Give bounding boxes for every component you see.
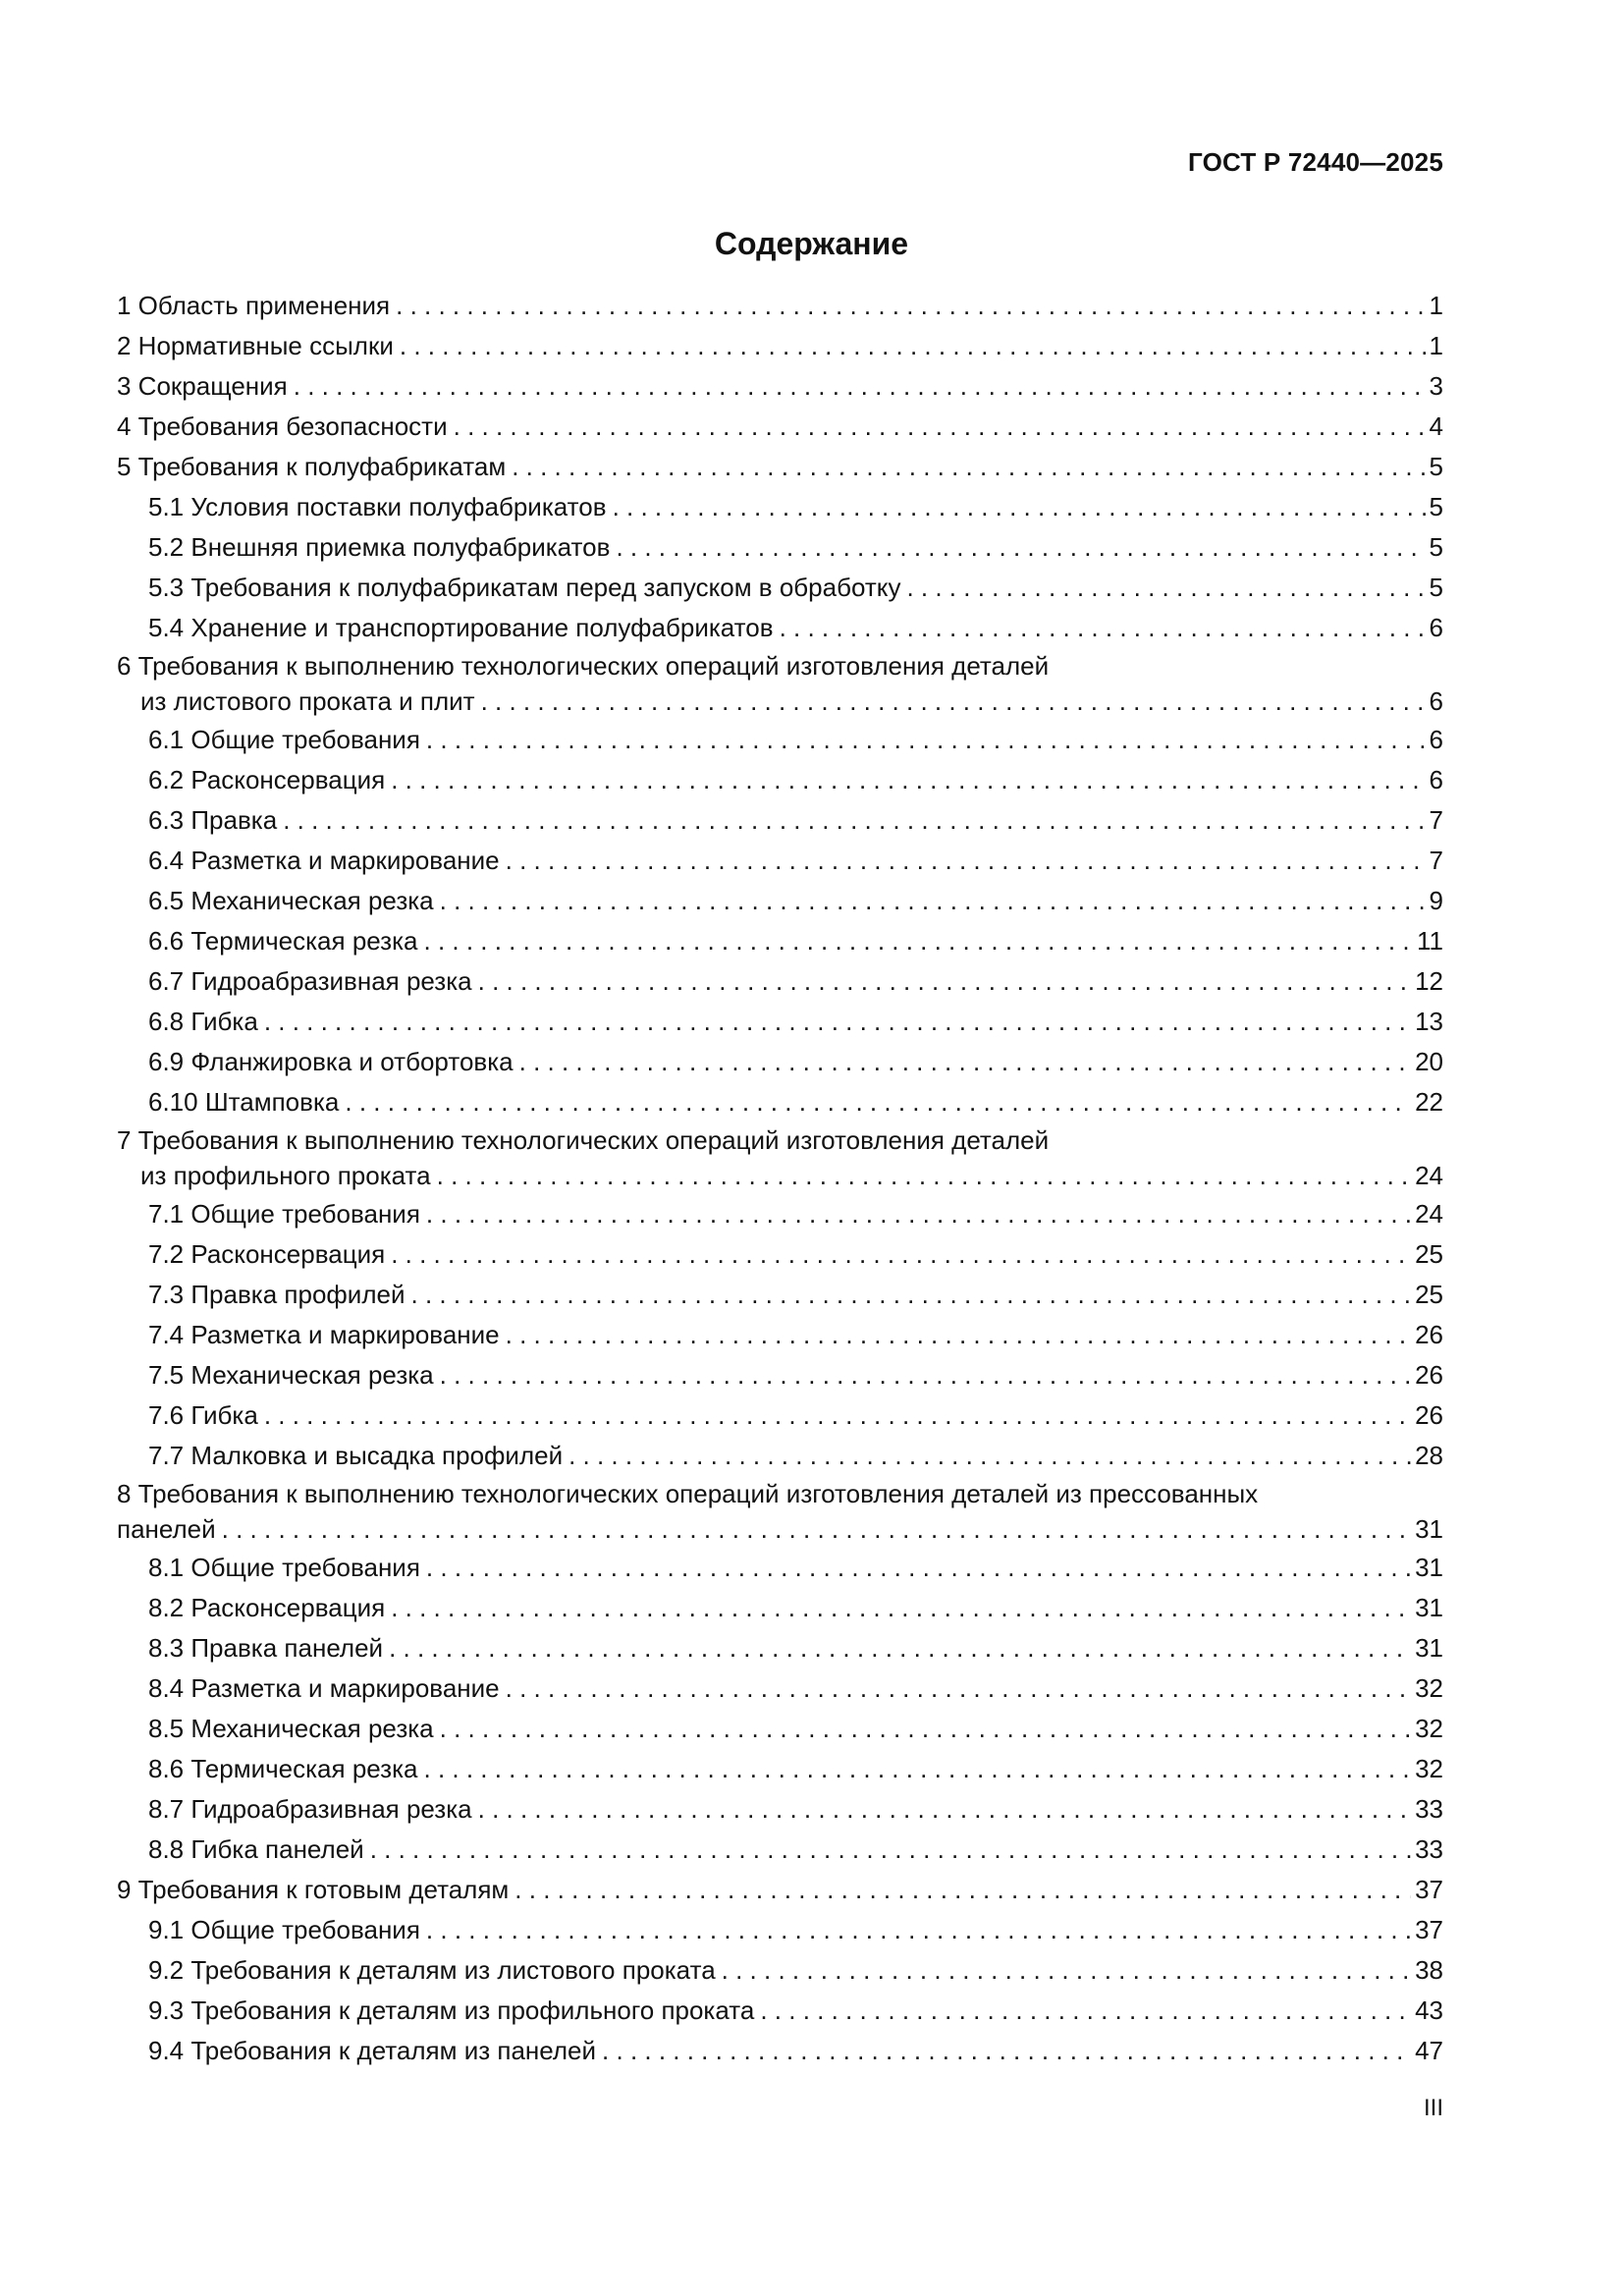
dot-leader: [396, 286, 1425, 326]
toc-entry-multiline[interactable]: [117, 1476, 1443, 1548]
toc-entry-label: 7 Требования к выполнению технологических операций изготовления деталей: [117, 1125, 1050, 1155]
toc-entry[interactable]: [117, 1355, 1443, 1395]
toc-entry-page: 11: [1417, 926, 1443, 956]
toc-entry-label: 8.5 Механическая резка: [148, 1714, 434, 1743]
toc-entry[interactable]: [117, 1275, 1443, 1315]
dot-leader: [760, 1991, 1411, 2031]
toc-entry-page: 24: [1415, 1161, 1443, 1190]
dot-leader: [506, 1315, 1411, 1355]
toc-entry[interactable]: [117, 407, 1443, 447]
toc-entry-label: 7.4 Разметка и маркирование: [148, 1320, 500, 1349]
toc-entry-page: 6: [1429, 686, 1443, 716]
dot-leader: [283, 800, 1425, 841]
toc-entry-label: 6.1 Общие требования: [148, 725, 420, 754]
toc-entry[interactable]: [117, 1910, 1443, 1950]
toc-entry[interactable]: [117, 720, 1443, 760]
toc-entry-page: 32: [1415, 1673, 1443, 1703]
dot-leader: [613, 487, 1426, 527]
toc-entry-label: 7.5 Механическая резка: [148, 1360, 434, 1390]
toc-entry-label: 6.7 Гидроабразивная резка: [148, 966, 472, 996]
toc-entry[interactable]: [117, 1042, 1443, 1082]
dot-leader: [391, 1588, 1411, 1628]
toc-entry-label: 9.3 Требования к деталям из профильного проката: [148, 1995, 755, 2025]
toc-entry-page: 12: [1415, 966, 1443, 996]
toc-entry[interactable]: [117, 881, 1443, 921]
toc-entry[interactable]: [117, 1395, 1443, 1436]
toc-entry-page: 3: [1429, 371, 1443, 401]
toc-entry[interactable]: [117, 1511, 1443, 1548]
toc-entry-page: 47: [1415, 2036, 1443, 2065]
dot-leader: [478, 1789, 1411, 1830]
toc-entry[interactable]: [117, 2031, 1443, 2071]
toc-entry-label: 6.8 Гибка: [148, 1007, 258, 1036]
toc-entry[interactable]: [117, 1315, 1443, 1355]
toc-entry-page: 24: [1415, 1199, 1443, 1229]
toc-entry-page: 7: [1429, 846, 1443, 875]
toc-entry-label: 8.4 Разметка и маркирование: [148, 1673, 500, 1703]
toc-entry-multiline[interactable]: [117, 1122, 1443, 1194]
toc-entry[interactable]: [117, 800, 1443, 841]
toc-entry[interactable]: [117, 921, 1443, 961]
dot-leader: [424, 921, 1414, 961]
toc-entry[interactable]: [117, 683, 1443, 720]
toc-entry[interactable]: [117, 568, 1443, 608]
dot-leader: [780, 608, 1426, 648]
toc-entry-label: 4 Требования безопасности: [117, 411, 448, 441]
toc-entry-page: 6: [1429, 613, 1443, 642]
toc-entry-label: 8.7 Гидроабразивная резка: [148, 1794, 472, 1824]
toc-entry-label: панелей: [117, 1514, 216, 1544]
toc-entry-page: 1: [1429, 291, 1443, 320]
dot-leader: [722, 1950, 1411, 1991]
toc-entry-label: 8.8 Гибка панелей: [148, 1834, 364, 1864]
toc-entry-label: 5.3 Требования к полуфабрикатам перед запуском в обработку: [148, 573, 901, 602]
toc-entry-label: 7.2 Расконсервация: [148, 1239, 386, 1269]
toc-entry-page: 20: [1415, 1047, 1443, 1076]
dot-leader: [264, 1002, 1411, 1042]
toc-entry[interactable]: [117, 1158, 1443, 1194]
toc-entry[interactable]: [117, 1194, 1443, 1234]
toc-entry-label: 8.6 Термическая резка: [148, 1754, 418, 1783]
toc-entry-page: 13: [1415, 1007, 1443, 1036]
dot-leader: [440, 881, 1426, 921]
toc-entry-page: 43: [1415, 1995, 1443, 2025]
toc-entry[interactable]: [117, 447, 1443, 487]
toc-entry-page: 26: [1415, 1400, 1443, 1430]
dot-leader: [424, 1749, 1412, 1789]
dot-leader: [478, 961, 1411, 1002]
toc-entry[interactable]: [117, 1668, 1443, 1709]
page-number: III: [1423, 2095, 1443, 2121]
toc-entry-page: 1: [1429, 331, 1443, 360]
toc-entry-label: 5 Требования к полуфабрикатам: [117, 452, 507, 481]
dot-leader: [400, 326, 1426, 366]
toc-entry-label: 5.4 Хранение и транспортирование полуфабрикатов: [148, 613, 774, 642]
toc-entry-page: 38: [1415, 1955, 1443, 1985]
dot-leader: [426, 1910, 1411, 1950]
toc-entry[interactable]: [117, 1002, 1443, 1042]
toc-entry-page: 28: [1415, 1441, 1443, 1470]
dot-leader: [519, 1042, 1411, 1082]
dot-leader: [222, 1511, 1411, 1548]
toc-title: Содержание: [714, 226, 909, 261]
toc-entry-label: 9 Требования к готовым деталям: [117, 1875, 510, 1904]
toc-entry[interactable]: [117, 1234, 1443, 1275]
toc-entry-label: 1 Область применения: [117, 291, 391, 320]
toc-entry-page: 5: [1429, 452, 1443, 481]
toc-entry[interactable]: [117, 326, 1443, 366]
dot-leader: [514, 1870, 1411, 1910]
dot-leader: [426, 1548, 1411, 1588]
dot-leader: [391, 760, 1425, 800]
toc-entry-label: 6.10 Штамповка: [148, 1087, 340, 1117]
toc-entry-label: 5.2 Внешняя приемка полуфабрикатов: [148, 532, 611, 562]
toc-entry-label: 7.7 Малковка и высадка профилей: [148, 1441, 564, 1470]
toc-entry-page: 5: [1429, 573, 1443, 602]
toc-entry-label: 6.6 Термическая резка: [148, 926, 418, 956]
dot-leader: [426, 720, 1426, 760]
dot-leader: [454, 407, 1426, 447]
toc-entry-label: 6.5 Механическая резка: [148, 886, 434, 915]
toc-entry-page: 33: [1415, 1834, 1443, 1864]
dot-leader: [506, 1668, 1411, 1709]
toc-entry-label: 8.2 Расконсервация: [148, 1593, 386, 1622]
toc-entry-label: 9.2 Требования к деталям из листового проката: [148, 1955, 716, 1985]
toc-entry[interactable]: [117, 366, 1443, 407]
toc-entry-page: 31: [1415, 1593, 1443, 1622]
dot-leader: [437, 1158, 1411, 1194]
toc-entry[interactable]: [117, 1436, 1443, 1476]
dot-leader: [616, 527, 1425, 568]
toc-entry[interactable]: [117, 1789, 1443, 1830]
toc-entry-label: 7.1 Общие требования: [148, 1199, 420, 1229]
toc-entry-page: 37: [1415, 1875, 1443, 1904]
dot-leader: [426, 1194, 1411, 1234]
toc-entry-page: 22: [1415, 1087, 1443, 1117]
toc-entry-label: 8 Требования к выполнению технологических операций изготовления деталей из прессованных: [117, 1479, 1259, 1508]
toc-entry[interactable]: [117, 487, 1443, 527]
dot-leader: [512, 447, 1425, 487]
toc-entry[interactable]: [117, 1548, 1443, 1588]
toc-entry-page: 37: [1415, 1915, 1443, 1944]
dot-leader: [370, 1830, 1411, 1870]
toc-entry[interactable]: [117, 841, 1443, 881]
toc-entry[interactable]: [117, 760, 1443, 800]
dot-leader: [440, 1355, 1411, 1395]
dot-leader: [906, 568, 1425, 608]
toc-entry-page: 7: [1429, 805, 1443, 835]
dot-leader: [506, 841, 1426, 881]
toc-entry-label: 7.6 Гибка: [148, 1400, 258, 1430]
toc-entry-label: 8.3 Правка панелей: [148, 1633, 384, 1663]
toc-entry-label: из листового проката и плит: [140, 686, 475, 716]
toc-entry-page: 25: [1415, 1239, 1443, 1269]
toc-entry-page: 26: [1415, 1320, 1443, 1349]
toc-entry-label: 6.9 Фланжировка и отбортовка: [148, 1047, 514, 1076]
toc-entry-label: 2 Нормативные ссылки: [117, 331, 394, 360]
dot-leader: [345, 1082, 1411, 1122]
toc-entry-label: 5.1 Условия поставки полуфабрикатов: [148, 492, 607, 521]
table-of-contents: [117, 286, 1443, 2071]
toc-entry-page: 5: [1429, 532, 1443, 562]
toc-entry-page: 32: [1415, 1754, 1443, 1783]
toc-entry-label: 6.2 Расконсервация: [148, 765, 386, 794]
dot-leader: [411, 1275, 1412, 1315]
toc-entry-multiline[interactable]: [117, 648, 1443, 720]
toc-entry[interactable]: [117, 286, 1443, 326]
dot-leader: [264, 1395, 1411, 1436]
toc-entry-label: 8.1 Общие требования: [148, 1553, 420, 1582]
dot-leader: [568, 1436, 1411, 1476]
toc-entry[interactable]: [117, 1991, 1443, 2031]
toc-entry-label: 3 Сокращения: [117, 371, 288, 401]
toc-entry-page: 32: [1415, 1714, 1443, 1743]
toc-entry-page: 6: [1429, 765, 1443, 794]
toc-entry-page: 26: [1415, 1360, 1443, 1390]
toc-entry[interactable]: [117, 1870, 1443, 1910]
dot-leader: [481, 683, 1426, 720]
toc-entry[interactable]: [117, 1709, 1443, 1749]
toc-entry-page: 6: [1429, 725, 1443, 754]
toc-entry-page: 31: [1415, 1633, 1443, 1663]
toc-entry-page: 4: [1429, 411, 1443, 441]
toc-entry-page: 31: [1415, 1553, 1443, 1582]
dot-leader: [602, 2031, 1411, 2071]
dot-leader: [440, 1709, 1411, 1749]
document-code: ГОСТ Р 72440—2025: [1188, 147, 1443, 177]
toc-entry-page: 33: [1415, 1794, 1443, 1824]
toc-entry-page: 5: [1429, 492, 1443, 521]
toc-entry[interactable]: [117, 1588, 1443, 1628]
toc-entry-label: 9.1 Общие требования: [148, 1915, 420, 1944]
toc-entry-label: из профильного проката: [140, 1161, 431, 1190]
toc-entry[interactable]: [117, 1628, 1443, 1668]
toc-entry[interactable]: [117, 1950, 1443, 1991]
toc-entry-label: 6.3 Правка: [148, 805, 278, 835]
toc-entry-label: 9.4 Требования к деталям из панелей: [148, 2036, 597, 2065]
toc-entry[interactable]: [117, 1082, 1443, 1122]
toc-entry-label: 6 Требования к выполнению технологических операций изготовления деталей: [117, 651, 1050, 681]
toc-entry-label: 6.4 Разметка и маркирование: [148, 846, 500, 875]
toc-entry-page: 25: [1415, 1280, 1443, 1309]
toc-entry[interactable]: [117, 1749, 1443, 1789]
toc-entry[interactable]: [117, 608, 1443, 648]
toc-entry-page: 9: [1429, 886, 1443, 915]
dot-leader: [389, 1628, 1411, 1668]
dot-leader: [294, 366, 1426, 407]
toc-entry[interactable]: [117, 527, 1443, 568]
toc-entry[interactable]: [117, 1830, 1443, 1870]
toc-entry-page: 31: [1415, 1514, 1443, 1544]
toc-entry-label: 7.3 Правка профилей: [148, 1280, 406, 1309]
dot-leader: [391, 1234, 1411, 1275]
toc-entry[interactable]: [117, 961, 1443, 1002]
